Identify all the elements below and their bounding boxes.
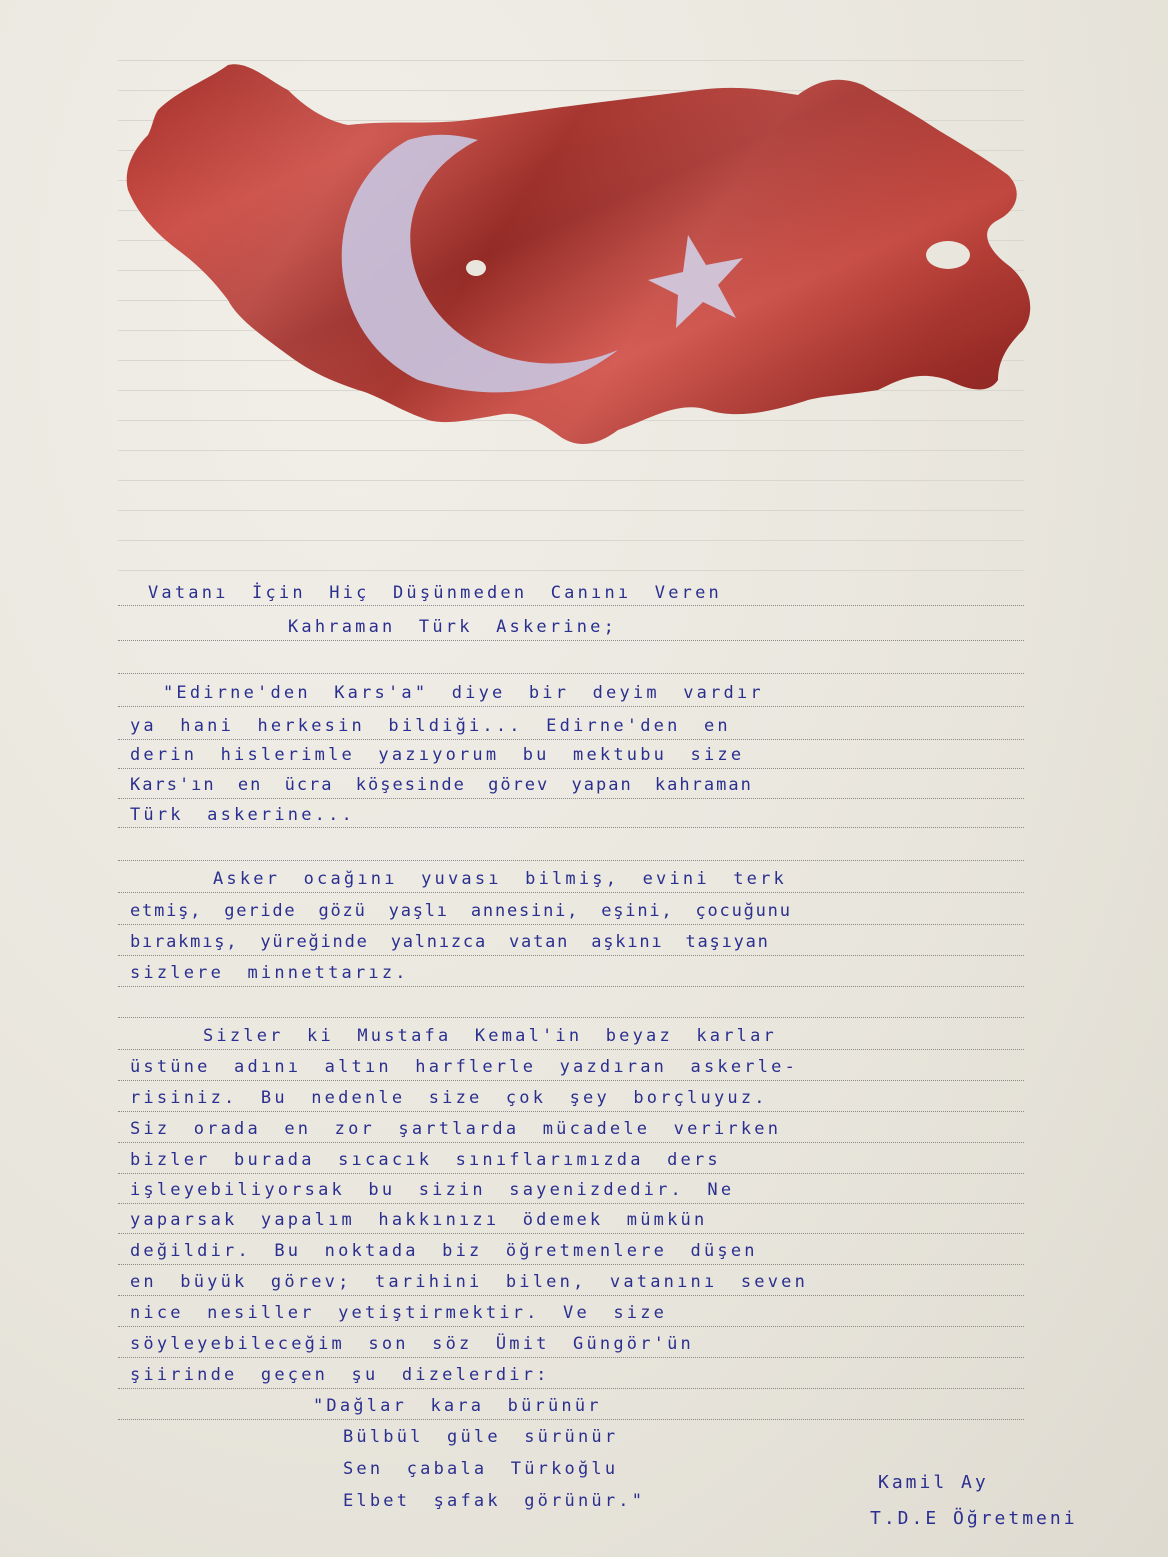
paragraph-3-line-6: işleyebiliyorsak bu sizin sayenizdedir. Ne [130,1180,735,1200]
paragraph-2-line-1: Asker ocağını yuvası bilmiş, evini terk [213,869,787,889]
paragraph-3-line-12: şiirinde geçen şu dizelerdir: [130,1365,550,1385]
paragraph-3-line-4: Siz orada en zor şartlarda mücadele verirken [130,1119,782,1139]
paragraph-1-line-4: Kars'ın en ücra köşesinde görev yapan kahraman [130,775,753,795]
paragraph-3-line-10: nice nesiller yetiştirmektir. Ve size [130,1303,668,1323]
paragraph-3-line-2: üstüne adını altın harflerle yazdıran askerle- [130,1057,799,1077]
poem-line-3: Sen çabala Türkoğlu [343,1459,619,1479]
paragraph-1-line-5: Türk askerine... [130,805,355,825]
greeting-line-2: Kahraman Türk Askerine; [288,617,618,637]
poem-line-1: "Dağlar kara bürünür [313,1396,602,1416]
paragraph-3-line-1: Sizler ki Mustafa Kemal'in beyaz karlar [203,1026,777,1046]
paragraph-3-line-7: yaparsak yapalım hakkınızı ödemek mümkün [130,1210,708,1230]
signature-title: T.D.E Öğretmeni [870,1508,1078,1529]
paragraph-1-line-1: "Edirne'den Kars'a" diye bir deyim vardır [163,683,764,703]
greeting-line-1: Vatanı İçin Hiç Düşünmeden Canını Veren [148,583,722,603]
paragraph-3-line-5: bizler burada sıcacık sınıflarımızda ders [130,1150,721,1170]
paragraph-3-line-9: en büyük görev; tarihini bilen, vatanını seven [130,1272,809,1292]
paragraph-2-line-4: sizlere minnettarız. [130,963,409,983]
turkey-flag-map-image [118,50,1048,460]
paragraph-3-line-11: söyleyebileceğim son söz Ümit Güngör'ün [130,1334,694,1354]
poem-line-4: Elbet şafak görünür." [343,1491,646,1511]
paragraph-1-line-2: ya hani herkesin bildiği... Edirne'den en [130,716,731,736]
poem-line-2: Bülbül güle sürünür [343,1427,619,1447]
paragraph-3-line-8: değildir. Bu noktada biz öğretmenlere düşen [130,1241,758,1261]
paragraph-1-line-3: derin hislerimle yazıyorum bu mektubu size [130,745,745,765]
signature-name: Kamil Ay [878,1472,989,1493]
paragraph-2-line-3: bırakmış, yüreğinde yalnızca vatan aşkını taşıyan [130,932,770,952]
paragraph-2-line-2: etmiş, geride gözü yaşlı annesini, eşini, çocuğunu [130,901,792,921]
paragraph-3-line-3: risiniz. Bu nedenle size çok şey borçluyuz. [130,1088,768,1108]
